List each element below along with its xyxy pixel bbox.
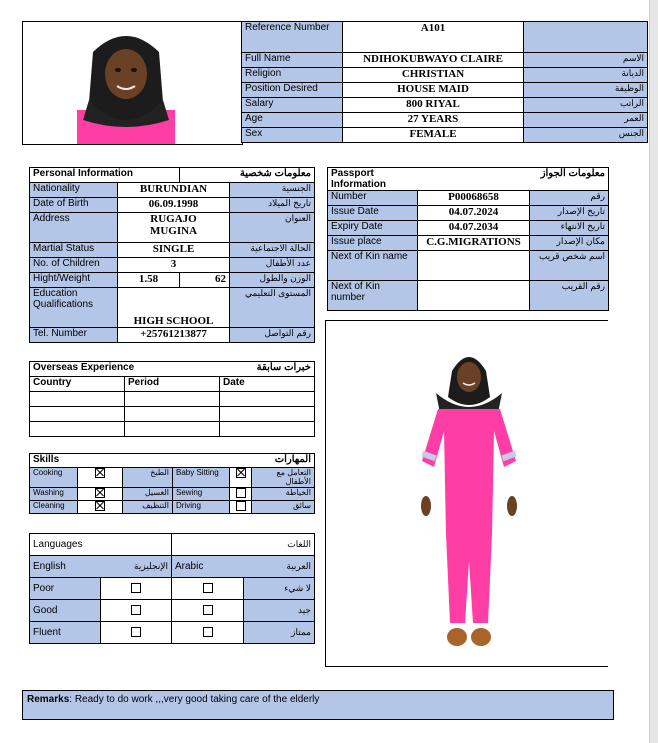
address-label-ar: العنوان (230, 213, 315, 243)
age-label: Age (242, 113, 343, 128)
level-good-label: Good (30, 600, 101, 622)
age-label-ar: العمر (524, 113, 648, 128)
skills-title-ar: المهارات (173, 454, 315, 468)
skills-table (29, 453, 315, 514)
expiry-date-label-ar: تاريخ الانتهاء (530, 221, 609, 236)
languages-title: Languages (30, 534, 172, 556)
religion-value: CHRISTIAN (343, 68, 524, 83)
passport-number-label: Number (328, 191, 418, 206)
portrait-frame (22, 21, 243, 145)
arabic-label-ar: العربية (244, 556, 315, 578)
remarks-label: Remarks (27, 694, 70, 705)
skill-cleaning-checkbox[interactable] (95, 501, 105, 511)
children-value: 3 (118, 258, 230, 273)
arabic-fluent-checkbox[interactable] (203, 627, 213, 637)
expiry-date-label: Expiry Date (328, 221, 418, 236)
header-info-table (241, 21, 648, 143)
skills-title: Skills (30, 454, 173, 468)
issue-date-value: 04.07.2024 (418, 206, 530, 221)
education-label: Education Qualifications (30, 288, 118, 328)
children-label-ar: عدد الأطفال (230, 258, 315, 273)
passport-info-title-ar: معلومات الجواز (530, 168, 609, 191)
tel-value: +25761213877 (118, 328, 230, 343)
dob-label: Date of Birth (30, 198, 118, 213)
level-poor-label: Poor (30, 578, 101, 600)
salary-value: 800 RIYAL (343, 98, 524, 113)
level-fluent-label: Fluent (30, 622, 101, 644)
nationality-label: Nationality (30, 183, 118, 198)
skill-driving-label: Driving (173, 501, 230, 514)
sex-label-ar: الجنس (524, 128, 648, 143)
overseas-cell (220, 422, 315, 437)
overseas-cell (125, 392, 220, 407)
age-value: 27 YEARS (343, 113, 524, 128)
issue-place-label: Issue place (328, 236, 418, 251)
reference-label: Reference Number (242, 22, 343, 53)
tel-label-ar: رقم التواصل (230, 328, 315, 343)
kin-name-label-ar: اسم شخص قريب (530, 251, 609, 281)
kin-name-label: Next of Kin name (328, 251, 418, 281)
skill-washing-label-ar: الغسيل (123, 488, 173, 501)
reference-value: A101 (343, 22, 524, 53)
position-label: Position Desired (242, 83, 343, 98)
english-label-ar: الإنجليزية (101, 556, 172, 578)
skill-cooking-checkbox[interactable] (95, 468, 105, 478)
languages-title-ar: اللغات (172, 534, 315, 556)
height-weight-label-ar: الوزن والطول (230, 273, 315, 288)
overseas-cell (30, 422, 125, 437)
full-body-photo (326, 321, 608, 666)
marital-label-ar: الحالة الاجتماعية (230, 243, 315, 258)
full-name-value: NDIHOKUBWAYO CLAIRE (343, 53, 524, 68)
personal-info-table (29, 167, 315, 343)
skill-cooking-label: Cooking (30, 468, 78, 488)
full-name-label-ar: الاسم (524, 53, 648, 68)
weight-value: 62 (180, 273, 230, 288)
position-value: HOUSE MAID (343, 83, 524, 98)
skill-driving-label-ar: سائق (252, 501, 315, 514)
overseas-cell (30, 392, 125, 407)
level-fluent-label-ar: ممتاز (244, 622, 315, 644)
issue-place-label-ar: مكان الإصدار (530, 236, 609, 251)
overseas-cell (30, 407, 125, 422)
english-fluent-checkbox[interactable] (131, 627, 141, 637)
issue-place-value: C.G.MIGRATIONS (418, 236, 530, 251)
kin-number-label-ar: رقم القريب (530, 281, 609, 311)
personal-info-title: Personal Information (30, 168, 180, 183)
skill-sewing-label-ar: الخياطة (252, 488, 315, 501)
skill-washing-checkbox[interactable] (95, 488, 105, 498)
tel-label: Tel. Number (30, 328, 118, 343)
portrait-photo (23, 22, 242, 144)
vertical-scrollbar[interactable] (649, 0, 658, 743)
children-label: No. of Children (30, 258, 118, 273)
nationality-value: BURUNDIAN (118, 183, 230, 198)
arabic-good-checkbox[interactable] (203, 605, 213, 615)
personal-info-title-ar: معلومات شخصية (180, 168, 315, 183)
passport-number-value: P00068658 (418, 191, 530, 206)
address-value: RUGAJO MUGINA (118, 213, 230, 243)
height-weight-label: Hight/Weight (30, 273, 118, 288)
skill-driving-checkbox[interactable] (236, 501, 246, 511)
sex-label: Sex (242, 128, 343, 143)
kin-number-value (418, 281, 530, 311)
education-value: HIGH SCHOOL (118, 288, 230, 328)
full-name-label: Full Name (242, 53, 343, 68)
height-value: 1.58 (118, 273, 180, 288)
full-body-photo-frame (325, 320, 608, 667)
overseas-cell (125, 407, 220, 422)
skill-cooking-label-ar: الطبخ (123, 468, 173, 488)
dob-label-ar: تاريخ الميلاد (230, 198, 315, 213)
passport-number-label-ar: رقم (530, 191, 609, 206)
dob-value: 06.09.1998 (118, 198, 230, 213)
kin-name-value (418, 251, 530, 281)
expiry-date-value: 04.07.2034 (418, 221, 530, 236)
salary-label: Salary (242, 98, 343, 113)
remarks-box (22, 690, 614, 720)
education-label-ar: المستوى التعليمي (230, 288, 315, 328)
skill-cleaning-label-ar: التنظيف (123, 501, 173, 514)
english-label: English (30, 556, 101, 578)
overseas-col-date: Date (220, 377, 315, 392)
level-good-label-ar: جيد (244, 600, 315, 622)
address-label: Address (30, 213, 118, 243)
marital-value: SINGLE (118, 243, 230, 258)
sex-value: FEMALE (343, 128, 524, 143)
overseas-experience-table (29, 361, 315, 437)
nationality-label-ar: الجنسية (230, 183, 315, 198)
skill-babysitting-label-ar: التعامل مع الأطفال (252, 468, 315, 488)
reference-label-ar (524, 22, 648, 53)
english-good-checkbox[interactable] (131, 605, 141, 615)
position-label-ar: الوظيفة (524, 83, 648, 98)
salary-label-ar: الراتب (524, 98, 648, 113)
issue-date-label-ar: تاريخ الإصدار (530, 206, 609, 221)
skill-babysitting-label: Baby Sitting (173, 468, 230, 488)
skill-sewing-checkbox[interactable] (236, 488, 246, 498)
skill-cleaning-label: Cleaning (30, 501, 78, 514)
arabic-label: Arabic (172, 556, 244, 578)
passport-info-table (327, 167, 609, 311)
level-poor-label-ar: لا شيء (244, 578, 315, 600)
overseas-col-period: Period (125, 377, 220, 392)
skill-washing-label: Washing (30, 488, 78, 501)
kin-number-label: Next of Kin number (328, 281, 418, 311)
arabic-poor-checkbox[interactable] (203, 583, 213, 593)
marital-label: Martial Status (30, 243, 118, 258)
remarks-text: : Ready to do work ,,,very good taking care of the elderly (69, 694, 320, 705)
overseas-cell (220, 407, 315, 422)
overseas-cell (125, 422, 220, 437)
overseas-title-ar: خبرات سابقة (220, 362, 315, 377)
passport-info-title: Passport Information (328, 168, 418, 191)
languages-table (29, 533, 315, 644)
religion-label-ar: الديانة (524, 68, 648, 83)
overseas-title: Overseas Experience (30, 362, 220, 377)
skill-babysitting-checkbox[interactable] (236, 468, 246, 478)
overseas-col-country: Country (30, 377, 125, 392)
skill-sewing-label: Sewing (173, 488, 230, 501)
issue-date-label: Issue Date (328, 206, 418, 221)
overseas-cell (220, 392, 315, 407)
religion-label: Religion (242, 68, 343, 83)
english-poor-checkbox[interactable] (131, 583, 141, 593)
